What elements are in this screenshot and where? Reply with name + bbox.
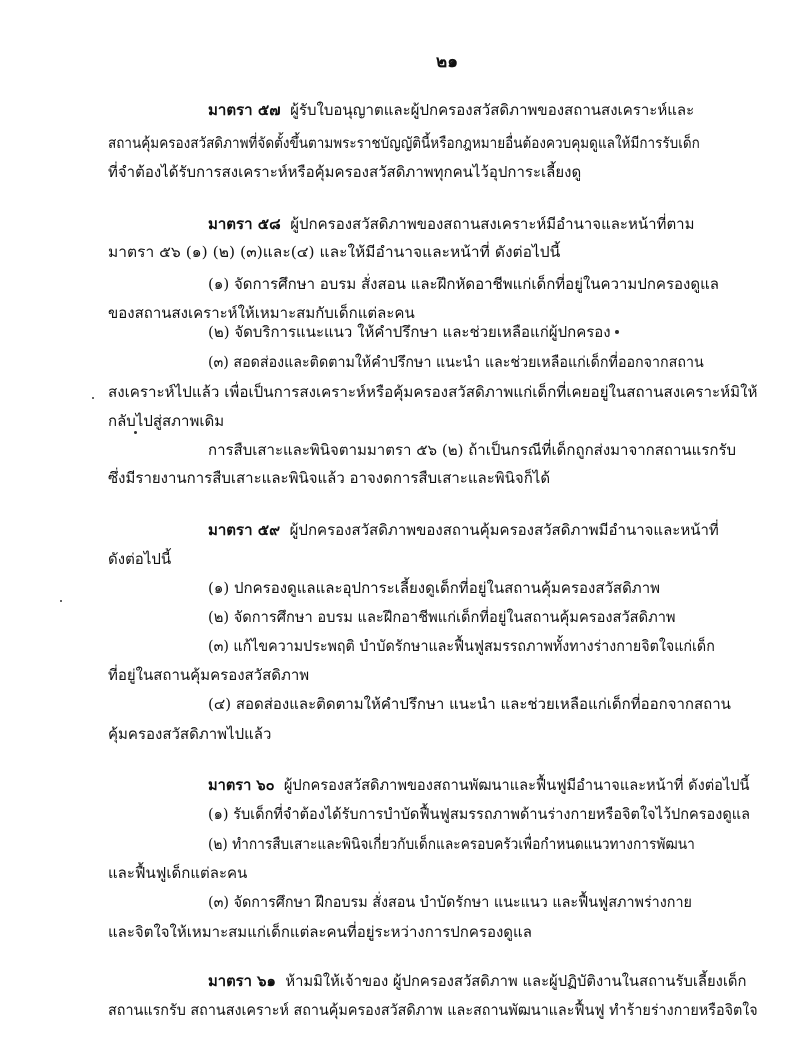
- text-line: [108, 922, 532, 942]
- line-text: ของสถานสงเคราะห์ให้เหมาะสมกับเด็กแต่ละคน: [108, 304, 415, 322]
- text-line: [108, 1000, 758, 1020]
- section-heading-line: [208, 100, 694, 120]
- section-number: มาตรา ๖๑: [208, 972, 276, 990]
- text-line: [108, 724, 271, 744]
- line-text: (๑) ปกครองดูแลและอุปการะเลี้ยงดูเด็กที่อยู่ในสถานคุ้มครองสวัสดิภาพ: [208, 579, 661, 597]
- text-line: [208, 352, 704, 372]
- text-line: [208, 274, 719, 294]
- line-text: ผู้ปกครองสวัสดิภาพของสถานพัฒนาและฟื้นฟูมีอำนาจและหน้าที่ ดังต่อไปนี้: [283, 776, 750, 794]
- section-number: มาตรา ๕๗: [208, 101, 281, 119]
- line-text: (๔) สอดส่องและติดตามให้คำปรึกษา แนะนำ และช่วยเหลือแก่เด็กที่ออกจากสถาน: [208, 695, 731, 713]
- line-text: (๑) จัดการศึกษา อบรม สั่งสอน และฝึกหัดอาชีพแก่เด็กที่อยู่ในความปกครองดูแล: [208, 275, 719, 293]
- line-text: (๒) ทำการสืบเสาะและพินิจเกี่ยวกับเด็กและครอบครัวเพื่อกำหนดแนวทางการพัฒนา: [208, 835, 695, 853]
- line-text: (๓) จัดการศึกษา ฝึกอบรม สั่งสอน บำบัดรักษา แนะแนว และฟื้นฟูสภาพร่างกาย: [208, 893, 692, 911]
- line-text: ผู้ปกครองสวัสดิภาพของสถานคุ้มครองสวัสดิภาพมีอำนาจและหน้าที่: [289, 521, 719, 539]
- text-line: [208, 892, 692, 912]
- line-text: และจิตใจให้เหมาะสมแก่เด็กแต่ละคนที่อยู่ระหว่างการปกครองดูแล: [108, 923, 532, 941]
- line-text: (๒) จัดบริการแนะแนว ให้คำปรึกษา และช่วยเหลือแก่ผู้ปกครอง: [208, 323, 611, 341]
- text-line: [108, 242, 560, 262]
- line-text: สถานแรกรับ สถานสงเคราะห์ สถานคุ้มครองสวัสดิภาพ และสถานพัฒนาและฟื้นฟู ทำร้ายร่างกายหรือจิตใจ: [108, 1001, 758, 1019]
- text-line: [208, 322, 611, 342]
- line-text: (๑) รับเด็กที่จำต้องได้รับการบำบัดฟื้นฟูสมรรถภาพด้านร่างกายหรือจิตใจไว้ปกครองดูแล: [208, 805, 751, 823]
- scan-speck: [92, 397, 94, 399]
- text-line: [108, 411, 224, 431]
- line-text: สงเคราะห์ไปแล้ว เพื่อเป็นการสงเคราะห์หรือคุ้มครองสวัสดิภาพแก่เด็กที่เคยอยู่ในสถานสงเคราะห์มิให้: [108, 383, 758, 401]
- line-text: (๓) แก้ไขความประพฤติ บำบัดรักษาและฟื้นฟูสมรรถภาพทั้งทางร่างกายจิตใจแก่เด็ก: [208, 637, 715, 655]
- line-text: ดังต่อไปนี้: [108, 550, 172, 568]
- text-line: [108, 382, 757, 402]
- line-text: (๒) จัดการศึกษา อบรม และฝึกอาชีพแก่เด็กที่อยู่ในสถานคุ้มครองสวัสดิภาพ: [208, 608, 676, 626]
- section-heading-line: [208, 775, 750, 795]
- text-line: [208, 440, 736, 460]
- line-text: ผู้ปกครองสวัสดิภาพของสถานสงเคราะห์มีอำนาจและหน้าที่ตาม: [290, 215, 695, 233]
- section-number: มาตรา ๕๙: [208, 521, 281, 539]
- text-line: [108, 549, 171, 569]
- text-line: [108, 863, 247, 883]
- section-heading-line: [208, 214, 695, 234]
- line-text: คุ้มครองสวัสดิภาพไปแล้ว: [108, 725, 272, 743]
- text-line: [108, 133, 700, 153]
- line-text: และฟื้นฟูเด็กแต่ละคน: [108, 864, 248, 882]
- scan-speck: [615, 330, 619, 334]
- text-line: [108, 303, 415, 323]
- text-line: [108, 162, 581, 182]
- text-line: [208, 694, 731, 714]
- line-text: ผู้รับใบอนุญาตและผู้ปกครองสวัสดิภาพของสถานสงเคราะห์และ: [290, 101, 695, 119]
- section-number: มาตรา ๕๘: [208, 215, 281, 233]
- text-line: [108, 665, 309, 685]
- line-text: ห้ามมิให้เจ้าของ ผู้ปกครองสวัสดิภาพ และผู้ปฏิบัติงานในสถานรับเลี้ยงเด็ก: [285, 972, 747, 990]
- line-text: กลับไปสู่สภาพเดิม: [108, 412, 225, 430]
- text-line: [208, 834, 695, 854]
- section-number: มาตรา ๖๐: [208, 776, 275, 794]
- line-text: มาตรา ๕๖ (๑) (๒) (๓)และ(๔) และให้มีอำนาจและหน้าที่ ดังต่อไปนี้: [108, 243, 561, 261]
- text-line: [208, 578, 660, 598]
- line-text: ที่อยู่ในสถานคุ้มครองสวัสดิภาพ: [108, 666, 310, 684]
- line-text: สถานคุ้มครองสวัสดิภาพที่จัดตั้งขึ้นตามพระราชบัญญัตินี้หรือกฎหมายอื่นต้องควบคุมดูแลให้มีการรับเด็ก: [108, 134, 700, 152]
- scan-speck: [60, 600, 62, 602]
- section-heading-line: [208, 971, 747, 991]
- section-heading-line: [208, 520, 719, 540]
- page-number: ๒๑: [436, 52, 458, 72]
- text-line: [208, 804, 750, 824]
- text-line: [208, 607, 676, 627]
- line-text: ซึ่งมีรายงานการสืบเสาะและพินิจแล้ว อาจงดการสืบเสาะและพินิจก็ได้: [108, 469, 551, 487]
- line-text: การสืบเสาะและพินิจตามมาตรา ๕๖ (๒) ถ้าเป็นกรณีที่เด็กถูกส่งมาจากสถานแรกรับ: [208, 441, 737, 459]
- text-line: [208, 636, 715, 656]
- line-text: ที่จำต้องได้รับการสงเคราะห์หรือคุ้มครองสวัสดิภาพทุกคนไว้อุปการะเลี้ยงดู: [108, 163, 582, 181]
- scan-speck: [134, 431, 137, 434]
- line-text: (๓) สอดส่องและติดตามให้คำปรึกษา แนะนำ และช่วยเหลือแก่เด็กที่ออกจากสถาน: [208, 353, 704, 371]
- text-line: [108, 468, 550, 488]
